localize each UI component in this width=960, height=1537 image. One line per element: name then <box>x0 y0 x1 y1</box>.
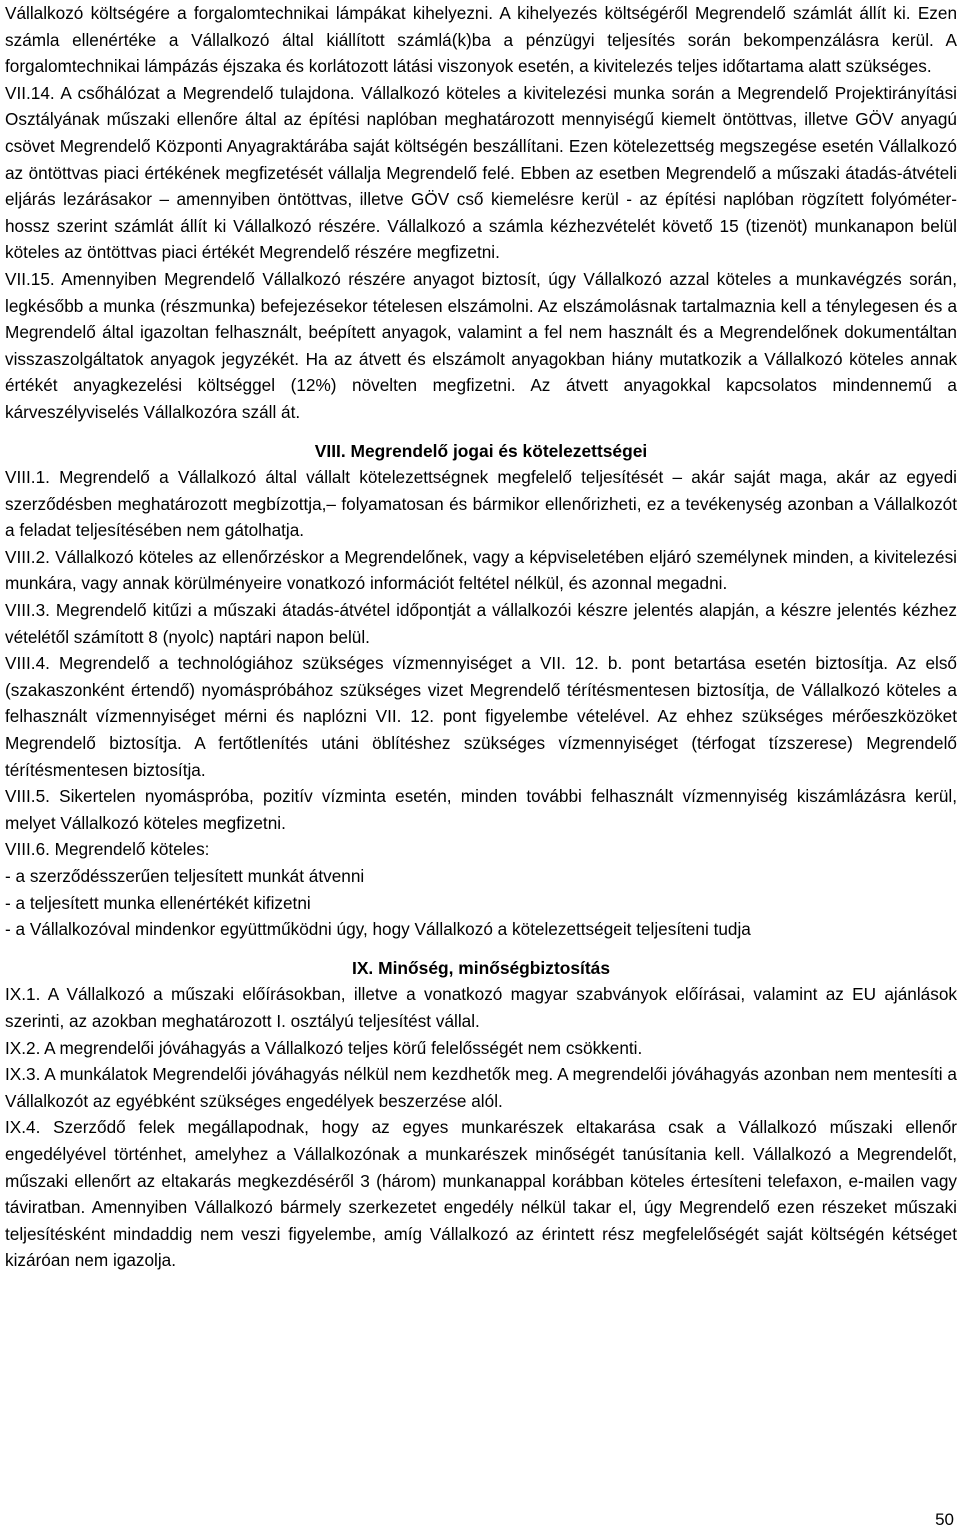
paragraph-ix-1: IX.1. A Vállalkozó a műszaki előírásokban, illetve a vonatkozó magyar szabványok előírásai, valamint az EU ajánlások szerinti, az azokban meghatározott I. osztályú teljesítést vállal. <box>5 984 957 1031</box>
paragraph-viii-2: VIII.2. Vállalkozó köteles az ellenőrzéskor a Megrendelőnek, vagy a képviseletében eljáró személynek minden, a kivitelezési munkára, vagy annak körülményeire vonatkozó információt feltétel nélkül, és azonnal megadni. <box>5 546 957 594</box>
paragraph-viii-6: VIII.6. Megrendelő köteles: <box>5 839 210 860</box>
paragraph-viii-1: VIII.1. Megrendelő a Vállalkozó által vállalt kötelezettségnek megfelelő teljesítését – akár saját maga, akár az egyedi szerződésben meghatározott megbízottja,– folyamatosan és bármikor ellenőrizheti, ez a tevékenység azonban a Vállalkozót a feladat teljesítésében nem gátolhatja. <box>5 467 957 541</box>
obligation-item-pay: - a teljesített munka ellenértékét kifizetni <box>5 892 311 913</box>
paragraph-vii-14: VII.14. A csőhálózat a Megrendelő tulajdona. Vállalkozó köteles a kivitelezési munka során a Megrendelő Projektirányítási Osztályának műszaki ellenőre által az építési naplóban meghatározott mennyiségű kiemelt öntöttvas, illetve GÖV anyagú csövet Megrendelő Központi Anyagraktárába saját költségén beszállítani. Ezen kötelezettség megszegése esetén Vállalkozó az öntöttvas piaci értékének megfizetését vállalja Megrendelő felé. Ebben az esetben Megrendelő a műszaki átadás-átvételi eljárás lezárásakor – amennyiben öntöttvas, illetve GÖV cső kiemelésre kerül - az építési naplóban rögzített folyóméter-hossz szerint számlát állít ki Vállalkozó részére. Vállalkozó a számla kézhezvételét követő 15 (tizenöt) munkanapon belül köteles az öntöttvas piaci értékét Megrendelő részére megfizetni. <box>5 82 957 263</box>
section-heading-ix: IX. Minőség, minőségbiztosítás <box>352 957 610 978</box>
paragraph-viii-3: VIII.3. Megrendelő kitűzi a műszaki átadás-átvétel időpontját a vállalkozói készre jelentés alapján, a készre jelentés kézhez vételétől számított 8 (nyolc) naptári napon belül. <box>5 600 957 647</box>
paragraph-ix-4: IX.4. Szerződő felek megállapodnak, hogy az egyes munkarészek eltakarása csak a Vállalkozó műszaki ellenőr engedélyével történhet, amelyhez a Vállalkozónak a munkarészek minőségét tanúsítania kell. Vállalkozó a Megrendelőt, műszaki ellenőrt az eltakarás megkezdéséről 3 (három) munkanappal korábban köteles értesíteni telefaxon, e-mailen vagy táviratban. Amennyiben Vállalkozó bármely szerkezetet engedély nélkül takar el, úgy Megrendelő ezen részeket műszaki teljesítésként mindaddig nem veszi figyelembe, amíg Vállalkozó az érintett rész megfelelőségét saját költségén kétséget kizáróan nem igazolja. <box>5 1117 957 1271</box>
obligation-list <box>5 863 957 943</box>
paragraph-viii-5: VIII.5. Sikertelen nyomáspróba, pozitív vízminta esetén, minden további felhasznált vízmennyiség kiszámlázásra kerül, melyet Vállalkozó köteles megfizetni. <box>5 786 957 833</box>
page-number: 50 <box>935 1510 954 1529</box>
paragraph-ix-3: IX.3. A munkálatok Megrendelői jóváhagyás nélkül nem kezdhetők meg. A megrendelői jóváhagyás azonban nem mentesíti a Vállalkozót az egyébként szükséges engedélyek beszerzése alól. <box>5 1064 957 1111</box>
obligation-item-accept-work: - a szerződésszerűen teljesített munkát átvenni <box>5 866 365 886</box>
document-page <box>5 0 957 1274</box>
obligation-item-cooperate: - a Vállalkozóval mindenkor együttműködni úgy, hogy Vállalkozó a kötelezettségeit teljesíteni tudja <box>5 919 751 940</box>
section-heading-viii: VIII. Megrendelő jogai és kötelezettségei <box>314 440 648 461</box>
paragraph-vii-15: VII.15. Amennyiben Megrendelő Vállalkozó részére anyagot biztosít, úgy Vállalkozó azzal köteles a munkavégzés során, legkésőbb a munka (részmunka) befejezésekor tételesen elszámolni. Az elszámolásnak tartalmaznia kell a ténylegesen és a Megrendelő által igazoltan felhasznált, beépített anyagok, valamint a fel nem használt és a Megrendelőnek dokumentáltan visszaszolgáltatok anyagok jegyzékét. Ha az átvett és elszámolt anyagokban hiány mutatkozik a Vállalkozó köteles annak értékét anyagkezelési költséggel (12%) növelten megfizetni. Az átvett anyagokkal kapcsolatos mindennemű a kárveszélyviselés Vállalkozóra száll át. <box>5 268 957 422</box>
paragraph-vii-13-continued: Vállalkozó költségére a forgalomtechnikai lámpákat kihelyezni. A kihelyezés költségéről Megrendelő számlát állít ki. Ezen számla ellenértéke a Vállalkozó által kiállított számlá(k)ba a pénzügyi teljesítés során bekompenzálásra kerül. A forgalomtechnikai lámpázás éjszaka és korlátozott látási viszonyok esetén, a kivitelezés teljes időtartama alatt szükséges. <box>5 3 957 77</box>
paragraph-ix-2: IX.2. A megrendelői jóváhagyás a Vállalkozó teljes körű felelősségét nem csökkenti. <box>5 1037 643 1058</box>
paragraph-viii-4: VIII.4. Megrendelő a technológiához szükséges vízmennyiséget a VII. 12. b. pont betartása esetén biztosítja. Az első (szakaszonként értendő) nyomáspróbához szükséges vizet Megrendelő térítésmentesen biztosítja, de Vállalkozó köteles a felhasznált vízmennyiséget mérni és naplózni VII. 12. pont figyelembe vételével. Az ehhez szükséges mérőeszközöket Megrendelő biztosítja. A fertőtlenítés utáni öblítéshez szükséges vízmennyiséget (térfogat tízszerese) Megrendelő térítésmentesen biztosítja. <box>5 653 957 780</box>
